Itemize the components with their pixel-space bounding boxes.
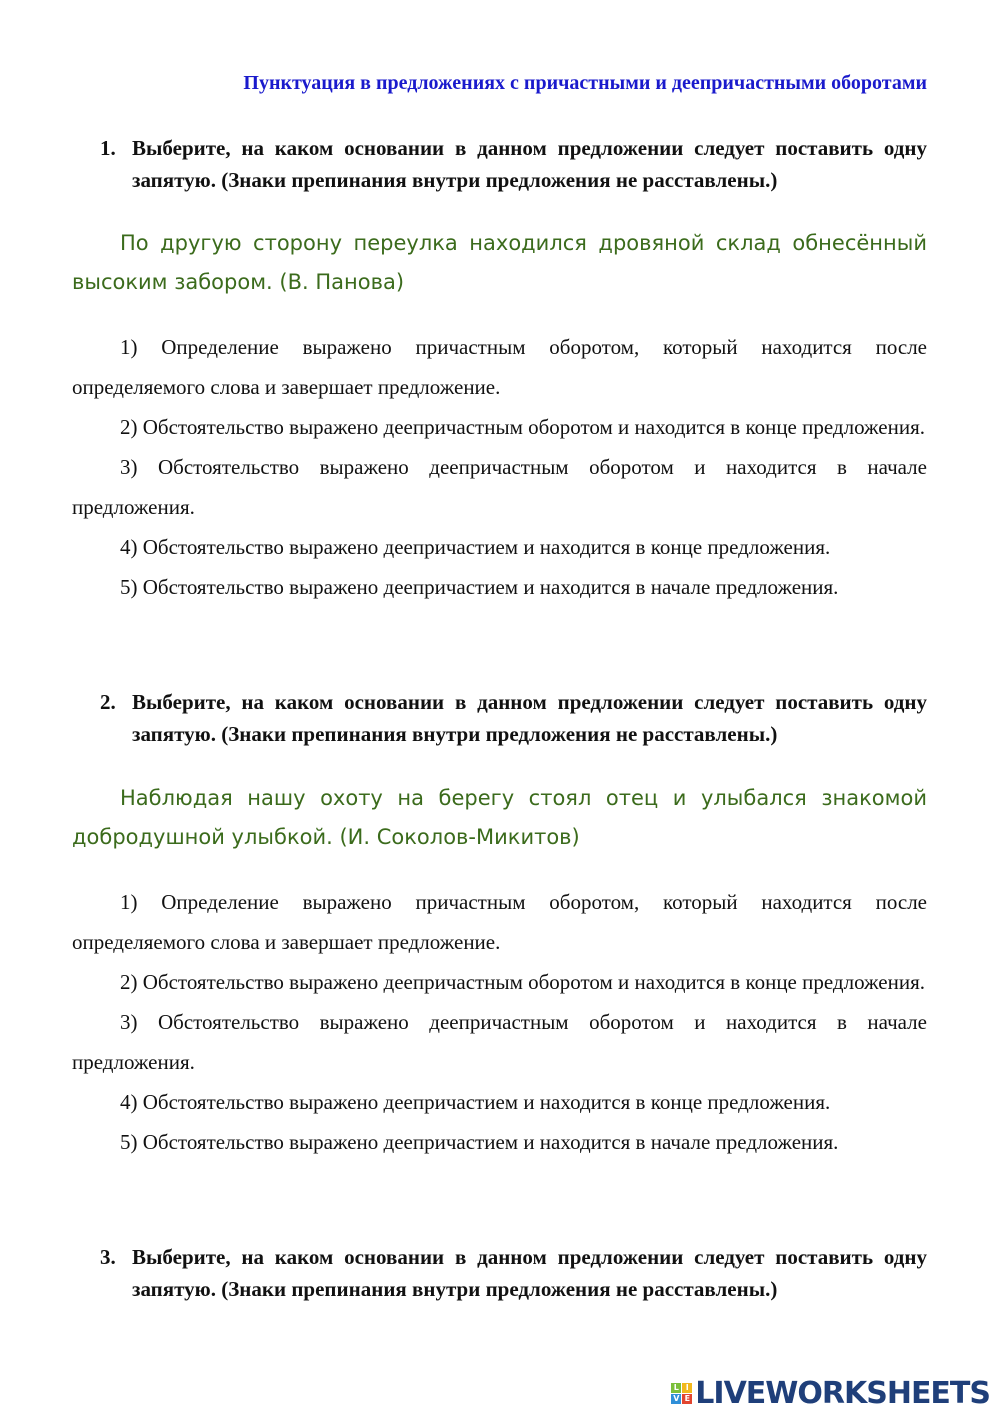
logo-text: LIVEWORKSHEETS <box>695 1376 990 1411</box>
logo-letter: E <box>682 1394 692 1404</box>
option-5[interactable]: 5) Обстоятельство выражено деепричастием и находится в начале предложения. <box>120 575 839 599</box>
question-3-prompt <box>72 1241 927 1305</box>
option-1[interactable]: 1) Определение выражено причастным оборотом, который находится после определяемого слова и завершает предложение. <box>72 335 927 399</box>
sentence-line: добродушной улыбкой. (И. Соколов-Микитов) <box>72 825 580 849</box>
question-2-prompt <box>72 686 927 750</box>
sentence-line: Наблюдая нашу охоту на берегу стоял отец и улыбался знакомой <box>120 786 927 810</box>
question-2-options <box>72 882 927 1162</box>
question-1-options <box>72 327 927 607</box>
option-4[interactable]: 4) Обстоятельство выражено деепричастием и находится в конце предложения. <box>120 535 831 559</box>
question-1-prompt <box>72 132 927 196</box>
logo-letter: V <box>673 1394 680 1403</box>
option-3[interactable]: 3) Обстоятельство выражено деепричастным оборотом и находится в начале предложения. <box>72 1010 927 1074</box>
liveworksheets-logo <box>671 1376 990 1411</box>
question-text: Выберите, на каком основании в данном предложении следует поставить одну запятую. (Знаки препинания внутри предложения не расставлены.) <box>132 1245 927 1301</box>
logo-letter: I <box>682 1383 692 1393</box>
logo-blocks-icon <box>671 1383 692 1404</box>
option-5[interactable]: 5) Обстоятельство выражено деепричастием и находится в начале предложения. <box>120 1130 839 1154</box>
logo-letter: L <box>671 1383 681 1393</box>
option-3[interactable]: 3) Обстоятельство выражено деепричастным оборотом и находится в начале предложения. <box>72 455 927 519</box>
question-number: 1. <box>100 136 116 160</box>
question-number: 3. <box>100 1245 116 1269</box>
question-number: 2. <box>100 690 116 714</box>
sentence-line: По другую сторону переулка находился дровяной склад обнесённый <box>120 231 927 255</box>
question-text: Выберите, на каком основании в данном предложении следует поставить одну запятую. (Знаки препинания внутри предложения не расставлены.) <box>132 136 927 192</box>
page-title: Пунктуация в предложениях с причастными и деепричастными оборотами <box>243 72 927 94</box>
question-text: Выберите, на каком основании в данном предложении следует поставить одну запятую. (Знаки препинания внутри предложения не расставлены.) <box>132 690 927 746</box>
option-4[interactable]: 4) Обстоятельство выражено деепричастием и находится в конце предложения. <box>120 1090 831 1114</box>
option-1[interactable]: 1) Определение выражено причастным оборотом, который находится после определяемого слова и завершает предложение. <box>72 890 927 954</box>
question-1-sentence <box>72 224 927 302</box>
question-2-sentence <box>72 779 927 857</box>
option-2[interactable]: 2) Обстоятельство выражено деепричастным оборотом и находится в конце предложения. <box>120 970 925 994</box>
sentence-line: высоким забором. (В. Панова) <box>72 270 405 294</box>
option-2[interactable]: 2) Обстоятельство выражено деепричастным оборотом и находится в конце предложения. <box>120 415 925 439</box>
